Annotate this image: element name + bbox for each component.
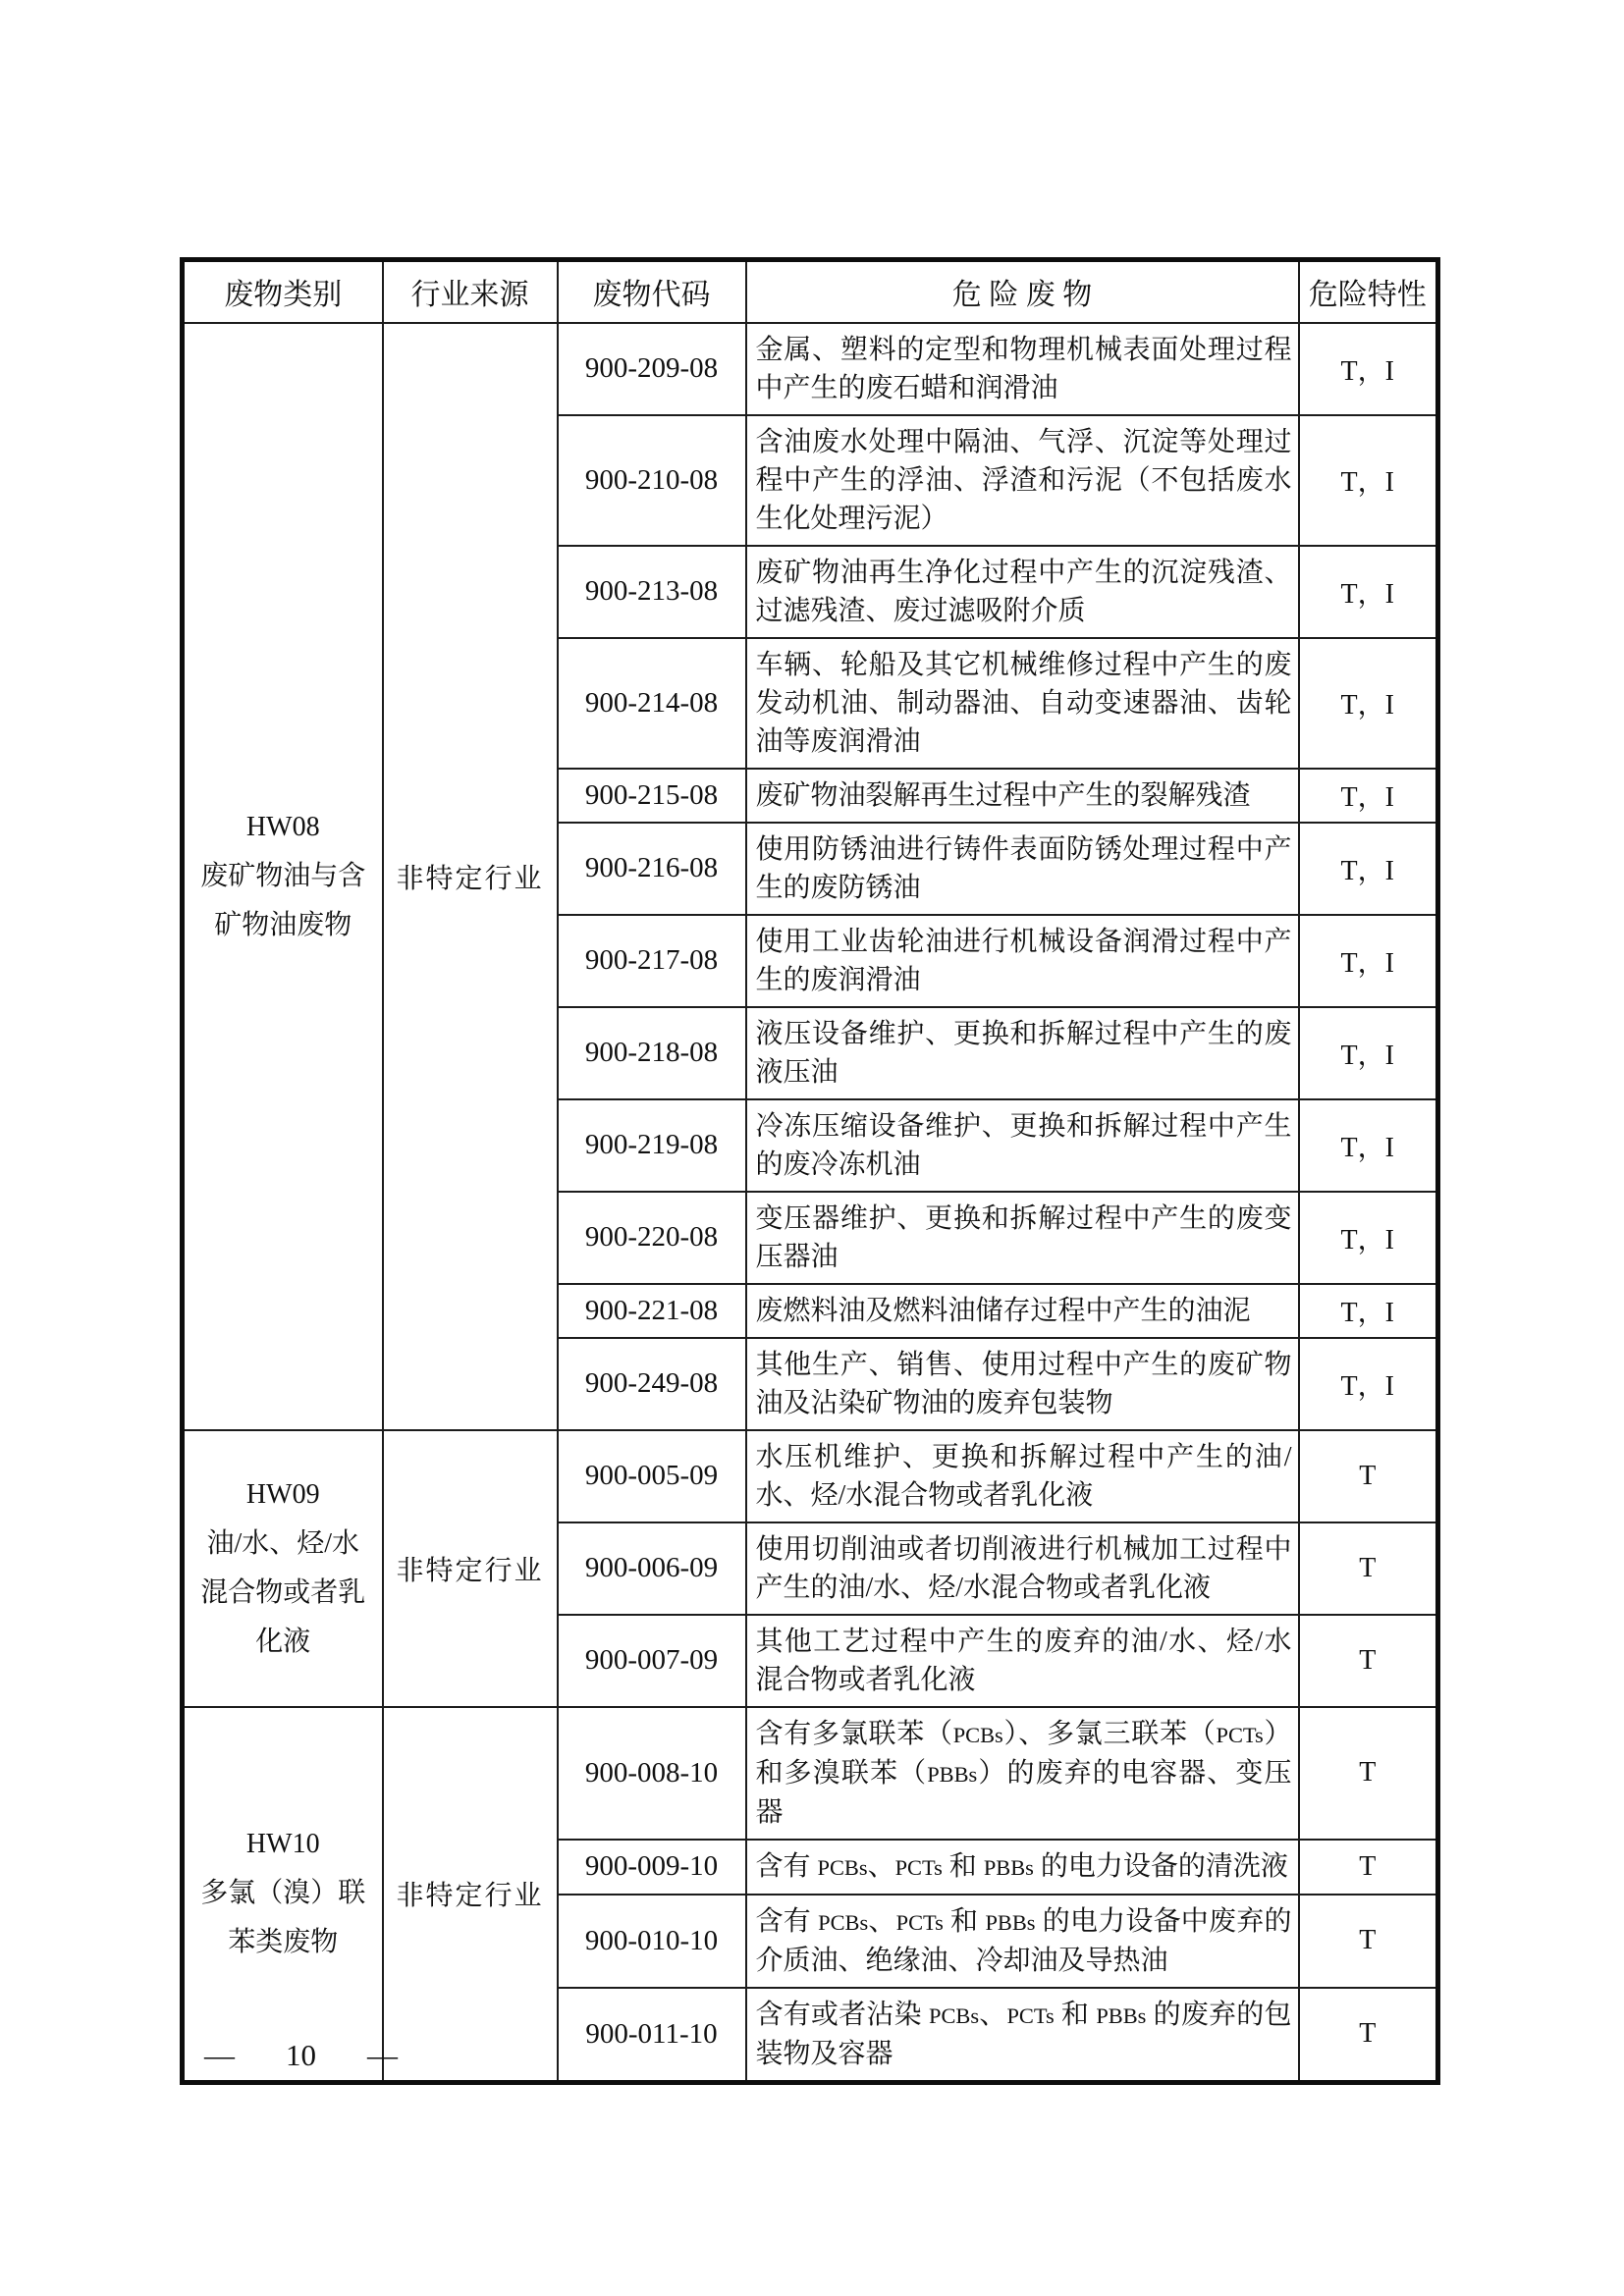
waste-description-cell: 车辆、轮船及其它机械维修过程中产生的废发动机油、制动器油、自动变速器油、齿轮油等废润滑油 — [746, 638, 1299, 769]
waste-description-cell: 废矿物油再生净化过程中产生的沉淀残渣、过滤残渣、废过滤吸附介质 — [746, 546, 1299, 638]
waste-code-cell: 900-213-08 — [558, 546, 746, 638]
waste-description-cell: 含有或者沾染 PCBs、PCTs 和 PBBs 的废弃的包装物及容器 — [746, 1988, 1299, 2083]
waste-description-cell: 其他生产、销售、使用过程中产生的废矿物油及沾染矿物油的废弃包装物 — [746, 1338, 1299, 1430]
category-cell — [183, 323, 383, 1430]
waste-description-cell: 废矿物油裂解再生过程中产生的裂解残渣 — [746, 769, 1299, 823]
hazardous-waste-table — [180, 257, 1440, 2085]
waste-description-cell: 使用工业齿轮油进行机械设备润滑过程中产生的废润滑油 — [746, 915, 1299, 1007]
table-row — [183, 1707, 1438, 1840]
waste-description-cell: 其他工艺过程中产生的废弃的油/水、烃/水混合物或者乳化液 — [746, 1615, 1299, 1707]
hazard-characteristics-cell: T — [1299, 1988, 1438, 2083]
column-header-industry-source: 行业来源 — [383, 260, 558, 323]
hazard-characteristics-cell: T，I — [1299, 323, 1438, 415]
waste-description-cell: 含有多氯联苯（PCBs）、多氯三联苯（PCTs）和多溴联苯（PBBs）的废弃的电容器、变压器 — [746, 1707, 1299, 1840]
waste-code-cell: 900-249-08 — [558, 1338, 746, 1430]
waste-code-cell: 900-220-08 — [558, 1192, 746, 1284]
industry-source-cell: 非特定行业 — [383, 1430, 558, 1707]
category-line: 矿物油废物 — [214, 909, 352, 940]
hazard-characteristics-cell: T，I — [1299, 1338, 1438, 1430]
waste-description-cell: 使用防锈油进行铸件表面防锈处理过程中产生的废防锈油 — [746, 823, 1299, 915]
hazard-characteristics-cell: T，I — [1299, 915, 1438, 1007]
hazard-characteristics-cell: T — [1299, 1430, 1438, 1522]
industry-source-cell: 非特定行业 — [383, 1707, 558, 2083]
hazard-characteristics-cell: T，I — [1299, 638, 1438, 769]
table-body — [183, 323, 1438, 2083]
hazard-characteristics-cell: T，I — [1299, 546, 1438, 638]
hazard-characteristics-cell: T，I — [1299, 769, 1438, 823]
waste-description-cell: 废燃料油及燃料油储存过程中产生的油泥 — [746, 1284, 1299, 1338]
waste-code-cell: 900-009-10 — [558, 1840, 746, 1895]
hazard-characteristics-cell: T — [1299, 1707, 1438, 1840]
hazard-characteristics-cell: T — [1299, 1895, 1438, 1988]
hazardous-waste-table-container — [180, 257, 1440, 2085]
category-line: 化液 — [255, 1626, 311, 1657]
column-header-hazard-characteristics: 危险特性 — [1299, 260, 1438, 323]
table-row — [183, 1430, 1438, 1522]
category-line: 油/水、烃/水 — [206, 1527, 360, 1559]
column-header-hazardous-waste: 危 险 废 物 — [746, 260, 1299, 323]
waste-code-cell: 900-011-10 — [558, 1988, 746, 2083]
waste-description-cell: 含油废水处理中隔油、气浮、沉淀等处理过程中产生的浮油、浮渣和污泥（不包括废水生化处理污泥） — [746, 415, 1299, 546]
waste-code-cell: 900-216-08 — [558, 823, 746, 915]
hazard-characteristics-cell: T — [1299, 1522, 1438, 1615]
hazard-characteristics-cell: T — [1299, 1840, 1438, 1895]
hazard-characteristics-cell: T，I — [1299, 1192, 1438, 1284]
waste-description-cell: 含有 PCBs、PCTs 和 PBBs 的电力设备中废弃的介质油、绝缘油、冷却油及导热油 — [746, 1895, 1299, 1988]
waste-description-cell: 变压器维护、更换和拆解过程中产生的废变压器油 — [746, 1192, 1299, 1284]
waste-code-cell: 900-209-08 — [558, 323, 746, 415]
waste-description-cell: 使用切削油或者切削液进行机械加工过程中产生的油/水、烃/水混合物或者乳化液 — [746, 1522, 1299, 1615]
hazard-characteristics-cell: T，I — [1299, 1284, 1438, 1338]
hazard-characteristics-cell: T，I — [1299, 415, 1438, 546]
category-cell — [183, 1430, 383, 1707]
category-cell — [183, 1707, 383, 2083]
industry-source-cell: 非特定行业 — [383, 323, 558, 1430]
waste-code-cell: 900-218-08 — [558, 1007, 746, 1099]
waste-code-cell: 900-215-08 — [558, 769, 746, 823]
table-header-row — [183, 260, 1438, 323]
waste-code-cell: 900-008-10 — [558, 1707, 746, 1840]
page-footer — [204, 2038, 398, 2073]
column-header-waste-category: 废物类别 — [183, 260, 383, 323]
waste-code-cell: 900-210-08 — [558, 415, 746, 546]
waste-code-cell: 900-007-09 — [558, 1615, 746, 1707]
category-line: HW10 — [245, 1829, 320, 1859]
waste-code-cell: 900-006-09 — [558, 1522, 746, 1615]
footer-dash-right: — — [367, 2038, 398, 2072]
category-line: HW09 — [245, 1478, 320, 1510]
waste-code-cell: 900-217-08 — [558, 915, 746, 1007]
table-row — [183, 323, 1438, 415]
hazard-characteristics-cell: T — [1299, 1615, 1438, 1707]
waste-code-cell: 900-221-08 — [558, 1284, 746, 1338]
footer-dash-left: — — [204, 2038, 235, 2072]
category-line: 多氯（溴）联 — [200, 1878, 366, 1908]
waste-description-cell: 水压机维护、更换和拆解过程中产生的油/水、烃/水混合物或者乳化液 — [746, 1430, 1299, 1522]
category-line: 混合物或者乳 — [200, 1576, 366, 1608]
column-header-waste-code: 废物代码 — [558, 260, 746, 323]
category-line: 废矿物油与含 — [200, 860, 366, 891]
waste-description-cell: 液压设备维护、更换和拆解过程中产生的废液压油 — [746, 1007, 1299, 1099]
waste-description-cell: 冷冻压缩设备维护、更换和拆解过程中产生的废冷冻机油 — [746, 1099, 1299, 1192]
waste-description-cell: 金属、塑料的定型和物理机械表面处理过程中产生的废石蜡和润滑油 — [746, 323, 1299, 415]
page-number: 10 — [286, 2038, 316, 2072]
hazard-characteristics-cell: T，I — [1299, 1099, 1438, 1192]
waste-code-cell: 900-005-09 — [558, 1430, 746, 1522]
waste-code-cell: 900-214-08 — [558, 638, 746, 769]
waste-description-cell: 含有 PCBs、PCTs 和 PBBs 的电力设备的清洗液 — [746, 1840, 1299, 1895]
category-line: 苯类废物 — [228, 1927, 339, 1957]
category-line: HW08 — [245, 811, 320, 842]
waste-code-cell: 900-219-08 — [558, 1099, 746, 1192]
waste-code-cell: 900-010-10 — [558, 1895, 746, 1988]
hazard-characteristics-cell: T，I — [1299, 823, 1438, 915]
hazard-characteristics-cell: T，I — [1299, 1007, 1438, 1099]
